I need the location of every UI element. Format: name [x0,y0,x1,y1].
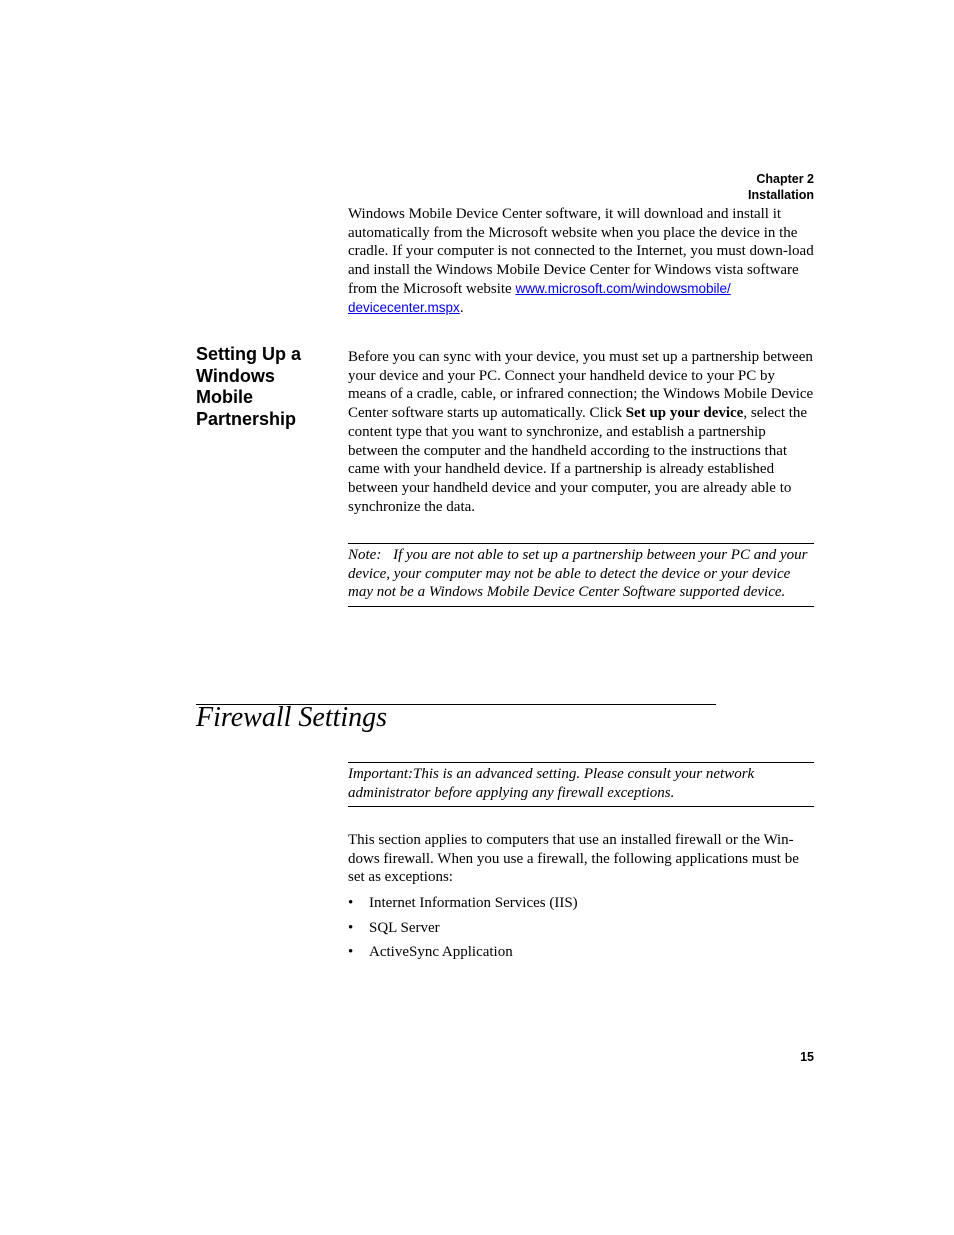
list-item [348,919,814,944]
partnership-text-after: , select the content type that you want to synchronize, and establish a partnership between the computer and the handheld according to the instructions that came with your handheld device. If a partnership is already established between your handheld device and your computer, you are already able to synchronize the data. [348,405,808,515]
partnership-paragraph [348,348,814,516]
page-number: 15 [800,1050,814,1064]
note-label: Note: [348,547,382,563]
link-line-2: devicecenter.mspx [348,299,460,315]
bullet-icon: • [348,944,354,960]
chapter-label: Chapter 2 [756,172,814,186]
partnership-text-before: Before you can sync with your device, you must set up a partnership between your device and your PC. Connect your handheld device to your PC by means of a cradle, cable, or infrared connection; the Windows Mobile Device Center software starts up automatically. Click [348,349,814,422]
list-item-text: Internet Information Services (IIS) [369,895,578,911]
important-box [348,762,814,807]
exceptions-list [348,894,814,968]
note-box [348,543,814,607]
note-text: If you are not able to set up a partnership between your PC and your device, your computer may not be able to detect the device or your device may not be a Windows Mobile Device Center Software supported device. [348,547,808,601]
bullet-icon: • [348,895,354,911]
intro-paragraph [348,205,814,317]
list-item [348,943,814,968]
list-item [348,894,814,919]
intro-end: . [459,299,464,316]
list-item-text: ActiveSync Application [369,944,513,960]
running-header [748,171,814,203]
firewall-paragraph: This section applies to computers that use an installed firewall or the Win-dows firewall. When you use a firewall, the following applications must be set as exceptions: [348,832,799,886]
important-text: Important:This is an advanced setting. Please consult your network administrator before applying any firewall exceptions. [348,766,755,801]
list-item-text: SQL Server [369,919,440,936]
bullet-icon: • [348,919,354,936]
link-line-1: www.microsoft.com/windowsmobile/ [515,280,731,296]
partnership-bold-action: Set up your device [625,405,744,422]
chapter-title: Installation [748,188,814,202]
firewall-section-title: Firewall Settings [196,702,388,733]
partnership-heading: Setting Up a Windows Mobile Partnership [196,344,302,429]
intro-text: Windows Mobile Device Center software, it will download and install it automatically from the Microsoft website when you place the device in the cradle. If your computer is not connected to the Internet, you must down-load and install the Windows Mobile Device Center for Windows vista software from the Microsoft website [348,206,814,297]
